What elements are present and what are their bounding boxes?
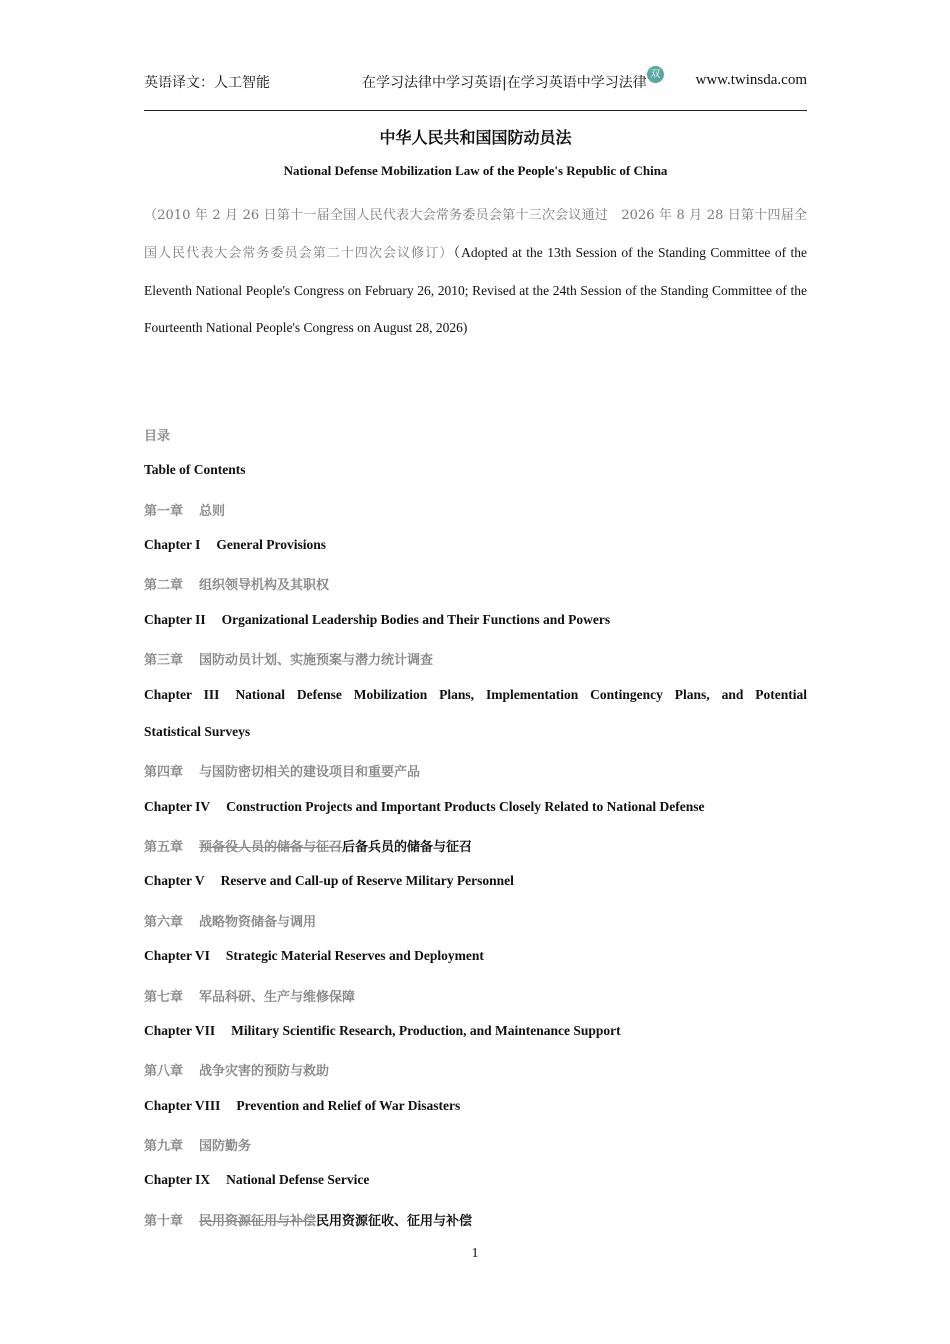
chapter-number-cn: 第五章 [144,840,184,855]
header-slogan [362,69,664,92]
toc-chapter-en[interactable] [144,873,807,889]
toc-chapter-en[interactable] [144,687,807,703]
toc-chapter-cn[interactable] [144,500,807,519]
chapter-title-cn-deleted: 民用资源征用与补偿 [199,1214,317,1229]
chapter-title-cn: 组织领导机构及其职权 [199,578,330,593]
toc-chapter-en[interactable] [144,948,807,964]
header-site-link[interactable]: www.twinsda.com [695,72,807,88]
chapter-number-cn: 第九章 [144,1139,184,1154]
chapter-number-en: Chapter VI [144,948,210,963]
toc-heading-en: Table of Contents [144,462,246,477]
chapter-title-cn-revised: 后备兵员的储备与征召 [342,840,473,855]
toc-chapter-en[interactable] [144,537,807,553]
adoption-note [144,196,807,346]
adoption-note-cn: （2010 年 2 月 26 日第十一届全国人民代表大会常务委员会第十三次会议通过 2026 年 8 月 28 日第十四届全国人民代表大会常务委员会第二十四次会议修订） [144,208,807,261]
page-header [144,69,807,96]
toc-chapter-cn[interactable] [144,649,807,668]
chapter-number-cn: 第一章 [144,504,184,519]
chapter-number-cn: 第二章 [144,578,184,593]
chapter-title-cn-revised: 民用资源征收、征用与补偿 [316,1214,473,1229]
chapter-title-en-continuation: Statistical Surveys [144,724,251,739]
toc-chapter-cn[interactable] [144,1060,807,1079]
chapter-title-cn: 国防勤务 [199,1139,252,1154]
site-logo-icon: 双 [647,66,664,83]
chapter-number-cn: 第七章 [144,990,184,1005]
toc-chapter-cn[interactable] [144,986,807,1005]
chapter-title-en: Prevention and Relief of War Disasters [236,1098,461,1113]
header-slogan-text: 在学习法律中学习英语|在学习英语中学习法律 [362,75,647,91]
document-title-cn: 中华人民共和国国防动员法 [379,128,572,147]
toc-chapter-cn[interactable] [144,836,807,855]
toc-chapter-en[interactable] [144,1023,807,1039]
toc-chapter-cn[interactable] [144,574,807,593]
adoption-note-en: （Adopted at the 13th Session of the Standing Committee of the Eleventh National People's Congress on February 26, 2010; Revised at the 24th Session of the Standing Committee of the Fourteenth National People's Congress on August 28, 2026) [144,245,807,335]
toc-chapter-en[interactable] [144,799,807,815]
chapter-title-cn: 国防动员计划、实施预案与潜力统计调查 [199,653,434,668]
toc-chapter-cn[interactable] [144,761,807,780]
chapter-title-cn-deleted: 预备役人员的储备与征召 [199,840,343,855]
chapter-number-en: Chapter VIII [144,1098,221,1113]
toc-chapter-cn[interactable] [144,1135,807,1154]
chapter-number-en: Chapter I [144,537,201,552]
chapter-title-cn: 军品科研、生产与维修保障 [199,990,356,1005]
toc-chapter-en[interactable] [144,1172,807,1188]
chapter-number-cn: 第八章 [144,1064,184,1079]
chapter-title-en: Military Scientific Research, Production, and Maintenance Support [231,1023,621,1038]
chapter-title-en: Reserve and Call-up of Reserve Military Personnel [220,873,514,888]
toc-heading-cn: 目录 [144,429,171,444]
toc-chapter-en[interactable] [144,612,807,628]
chapter-number-cn: 第四章 [144,765,184,780]
header-left-text: 英语译文：人工智能 [144,75,270,91]
chapter-title-en: General Provisions [216,537,327,552]
header-divider [144,110,807,111]
chapter-number-en: Chapter V [144,873,205,888]
chapter-number-en: Chapter IV [144,799,211,814]
chapter-number-cn: 第三章 [144,653,184,668]
toc-chapter-cn[interactable] [144,911,807,930]
chapter-number-en: Chapter IX [144,1172,211,1187]
chapter-title-cn: 与国防密切相关的建设项目和重要产品 [199,765,421,780]
chapter-number-en: Chapter II [144,612,206,627]
page-number: 1 [471,1246,479,1261]
toc-chapter-cn[interactable] [144,1210,807,1229]
chapter-title-en: National Defense Mobilization Plans, Implementation Contingency Plans, and Potential [235,687,808,702]
document-title-en: National Defense Mobilization Law of the People's Republic of China [283,163,668,178]
chapter-title-cn: 战争灾害的预防与救助 [199,1064,330,1079]
chapter-title-en: Construction Projects and Important Products Closely Related to National Defense [226,799,705,814]
chapter-number-en: Chapter III [144,687,220,702]
chapter-number-cn: 第十章 [144,1214,184,1229]
chapter-title-cn: 战略物资储备与调用 [199,915,317,930]
chapter-title-en: National Defense Service [226,1172,370,1187]
chapter-title-en: Organizational Leadership Bodies and Their Functions and Powers [221,612,611,627]
chapter-number-cn: 第六章 [144,915,184,930]
chapter-number-en: Chapter VII [144,1023,216,1038]
chapter-title-cn: 总则 [199,504,226,519]
toc-chapter-en[interactable] [144,1098,807,1114]
chapter-title-en: Strategic Material Reserves and Deployment [225,948,484,963]
